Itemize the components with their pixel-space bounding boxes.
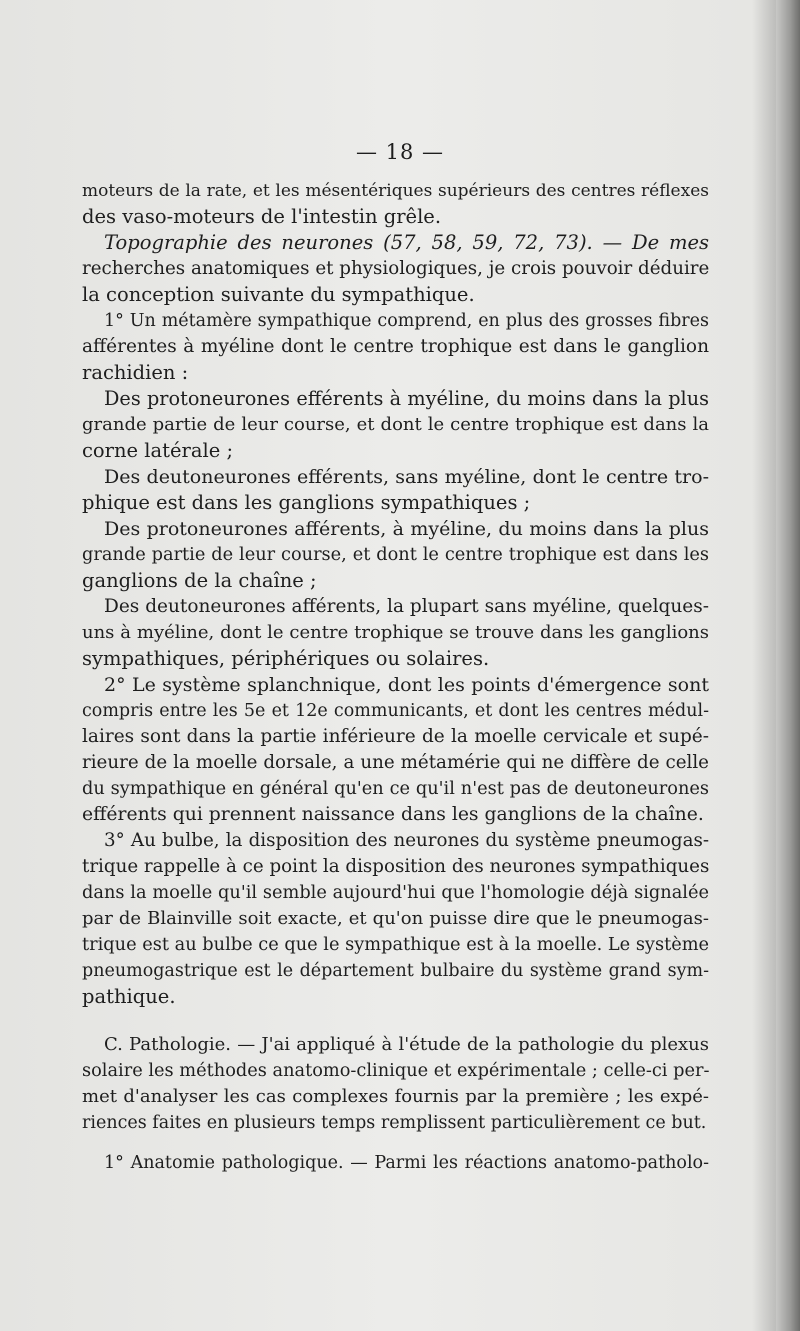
page-edge — [776, 0, 800, 1331]
text-line: afférentes à myéline dont le centre trophique est dans le ganglion — [82, 336, 709, 357]
subsection-heading-line: 1° Anatomie pathologique. — Parmi les réactions anatomo-patholo- — [104, 1153, 709, 1173]
section-heading-line: C. Pathologie. — J'ai appliqué à l'étude de la pathologie du plexus — [104, 1034, 709, 1055]
text-line: des vaso-moteurs de l'intestin grêle. — [82, 205, 442, 228]
page-number: — 18 — — [355, 140, 445, 164]
text-line: corne latérale ; — [82, 439, 234, 462]
text-line: Des deutoneurones efférents, sans myéline, dont le centre tro- — [104, 466, 709, 488]
text-line: grande partie de leur course, et dont le centre trophique est dans les — [82, 545, 709, 565]
text-line: 2° Le système splanchnique, dont les points d'émergence sont — [104, 674, 709, 696]
text-line: pneumogastrique est le département bulbaire du système grand sym- — [82, 961, 709, 981]
section-gap — [82, 1136, 709, 1150]
text-line: Topographie des neurones (57, 58, 59, 72, 73). — De mes — [104, 231, 709, 254]
text-line: moteurs de la rate, et les mésentériques supérieurs des centres réflexes — [82, 181, 709, 201]
text-line: efférents qui prennent naissance dans les ganglions de la chaîne. — [82, 804, 704, 825]
text-line: uns à myéline, dont le centre trophique se trouve dans les ganglions — [82, 622, 709, 643]
text-line: rachidien : — [82, 361, 189, 384]
text-line: phique est dans les ganglions sympathiques ; — [82, 491, 531, 514]
text-line: Des deutoneurones afférents, la plupart sans myéline, quelques- — [104, 596, 709, 617]
text-line: 3° Au bulbe, la disposition des neurones du système pneumogas- — [104, 830, 709, 851]
text-line: du sympathique en général qu'en ce qu'il n'est pas de deutoneurones — [82, 779, 709, 799]
text-line: pathique. — [82, 985, 176, 1008]
text-line: sympathiques, périphériques ou solaires. — [82, 647, 490, 670]
text-line: solaire les méthodes anatomo-clinique et expérimentale ; celle-ci per- — [82, 1061, 710, 1081]
text-line: trique est au bulbe ce que le sympathique est à la moelle. Le système — [82, 935, 710, 955]
text-line: la conception suivante du sympathique. — [82, 283, 475, 306]
text-line: recherches anatomiques et physiologiques, je crois pouvoir déduire — [82, 258, 710, 279]
text-line: ganglions de la chaîne ; — [82, 569, 317, 592]
text-line: met d'analyser les cas complexes fournis par la première ; les expé- — [82, 1086, 709, 1107]
text-line: laires sont dans la partie inférieure de la moelle cervicale et supé- — [82, 726, 709, 747]
body-text — [82, 178, 709, 1176]
text-line: Des protoneurones efférents à myéline, du moins dans la plus — [104, 387, 709, 410]
text-line: dans la moelle qu'il semble aujourd'hui que l'homologie déjà signalée — [82, 883, 709, 903]
text-line: 1° Un métamère sympathique comprend, en plus des grosses fibres — [104, 311, 709, 331]
text-line: par de Blainville soit exacte, et qu'on puisse dire que le pneumogas- — [82, 908, 709, 929]
text-line: compris entre les 5e et 12e communicants, et dont les centres médul- — [82, 701, 709, 721]
text-line: riences faites en plusieurs temps remplissent particulièrement ce but. — [82, 1113, 707, 1133]
text-line: Des protoneurones afférents, à myéline, du moins dans la plus — [104, 518, 709, 540]
text-line: trique rappelle à ce point la disposition des neurones sympathiques — [82, 856, 710, 877]
text-line: grande partie de leur course, et dont le centre trophique est dans la — [82, 414, 709, 435]
text-line: rieure de la moelle dorsale, a une métamérie qui ne diffère de celle — [82, 752, 709, 773]
section-gap — [82, 1010, 709, 1032]
